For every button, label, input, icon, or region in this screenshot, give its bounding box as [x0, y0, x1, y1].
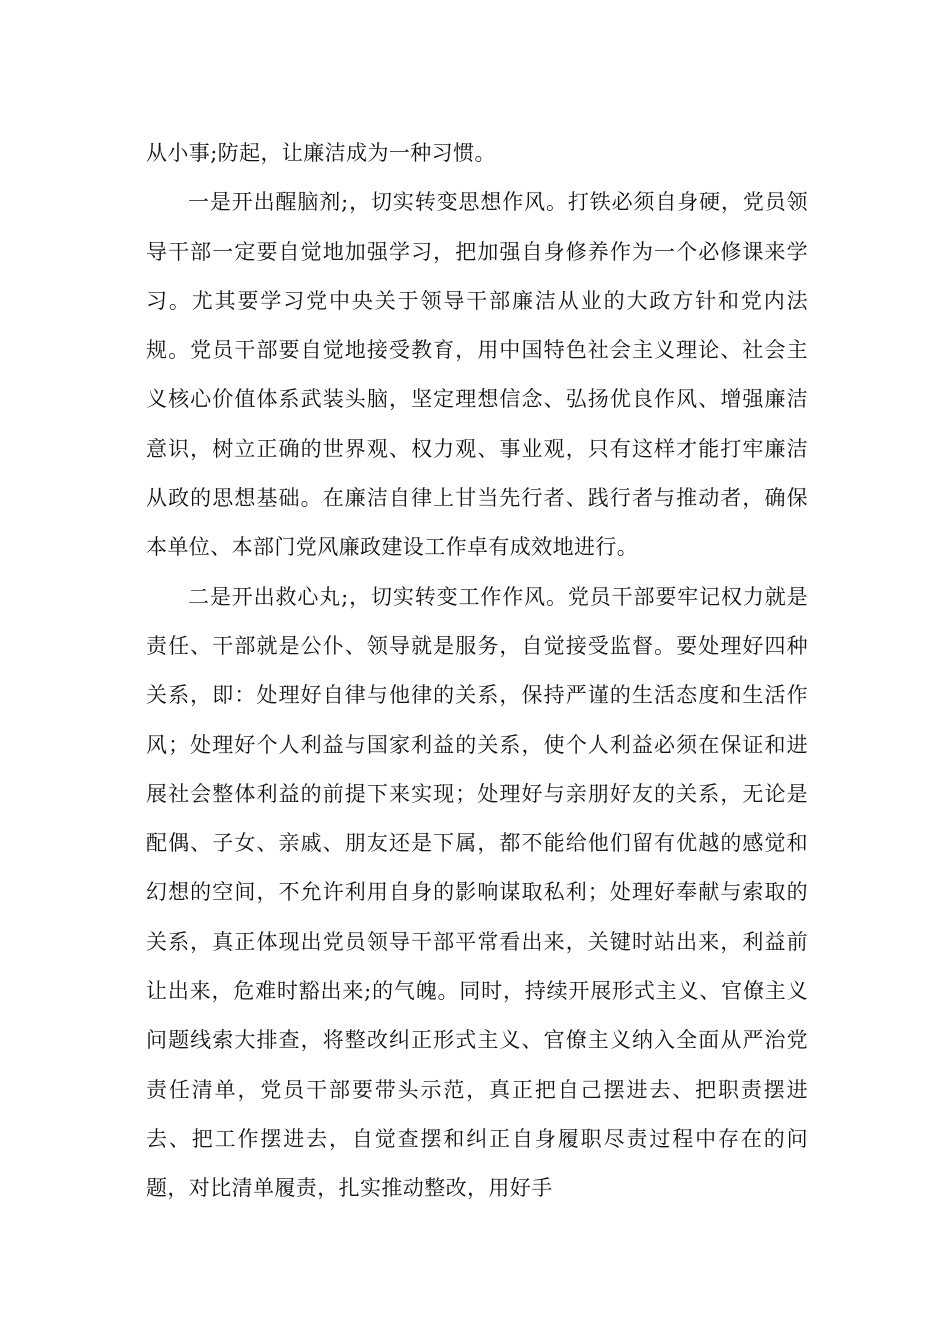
paragraph-point-two: 二是开出救心丸;，切实转变工作作风。党员干部要牢记权力就是责任、干部就是公仆、领导就是服务，自觉接受监督。要处理好四种关系，即：处理好自律与他律的关系，保持严谨的生活态度和生活作风；处理好个人利益与国家利益的关系，使个人利益必须在保证和进展社会整体利益的前提下来实现；处理好与亲朋好友的关系，无论是配偶、子女、亲戚、朋友还是下属，都不能给他们留有优越的感觉和幻想的空间，不允许利用自身的影响谋取私利；处理好奉献与索取的关系，真正体现出党员领导干部平常看出来，关键时站出来，利益前让出来，危难时豁出来;的气魄。同时，持续开展形式主义、官僚主义问题线索大排查，将整改纠正形式主义、官僚主义纳入全面从严治党责任清单，党员干部要带头示范，真正把自己摆进去、把职责摆进去、把工作摆进去，自觉查摆和纠正自身履职尽责过程中存在的问题，对比清单履责，扎实推动整改，用好手: [146, 584, 808, 1201]
paragraph-continuation: 从小事;防起，让廉洁成为一种习惯。: [146, 141, 496, 165]
document-body: [146, 129, 808, 1214]
paragraph-point-one: 一是开出醒脑剂;，切实转变思想作风。打铁必须自身硬，党员领导干部一定要自觉地加强学习，把加强自身修养作为一个必修课来学习。尤其要学习党中央关于领导干部廉洁从业的大政方针和党内法规。党员干部要自觉地接受教育，用中国特色社会主义理论、社会主义核心价值体系武装头脑，坚定理想信念、弘扬优良作风、增强廉洁意识，树立正确的世界观、权力观、事业观，只有这样才能打牢廉洁从政的思想基础。在廉洁自律上甘当先行者、践行者与推动者，确保本单位、本部门党风廉政建设工作卓有成效地进行。: [146, 190, 808, 560]
